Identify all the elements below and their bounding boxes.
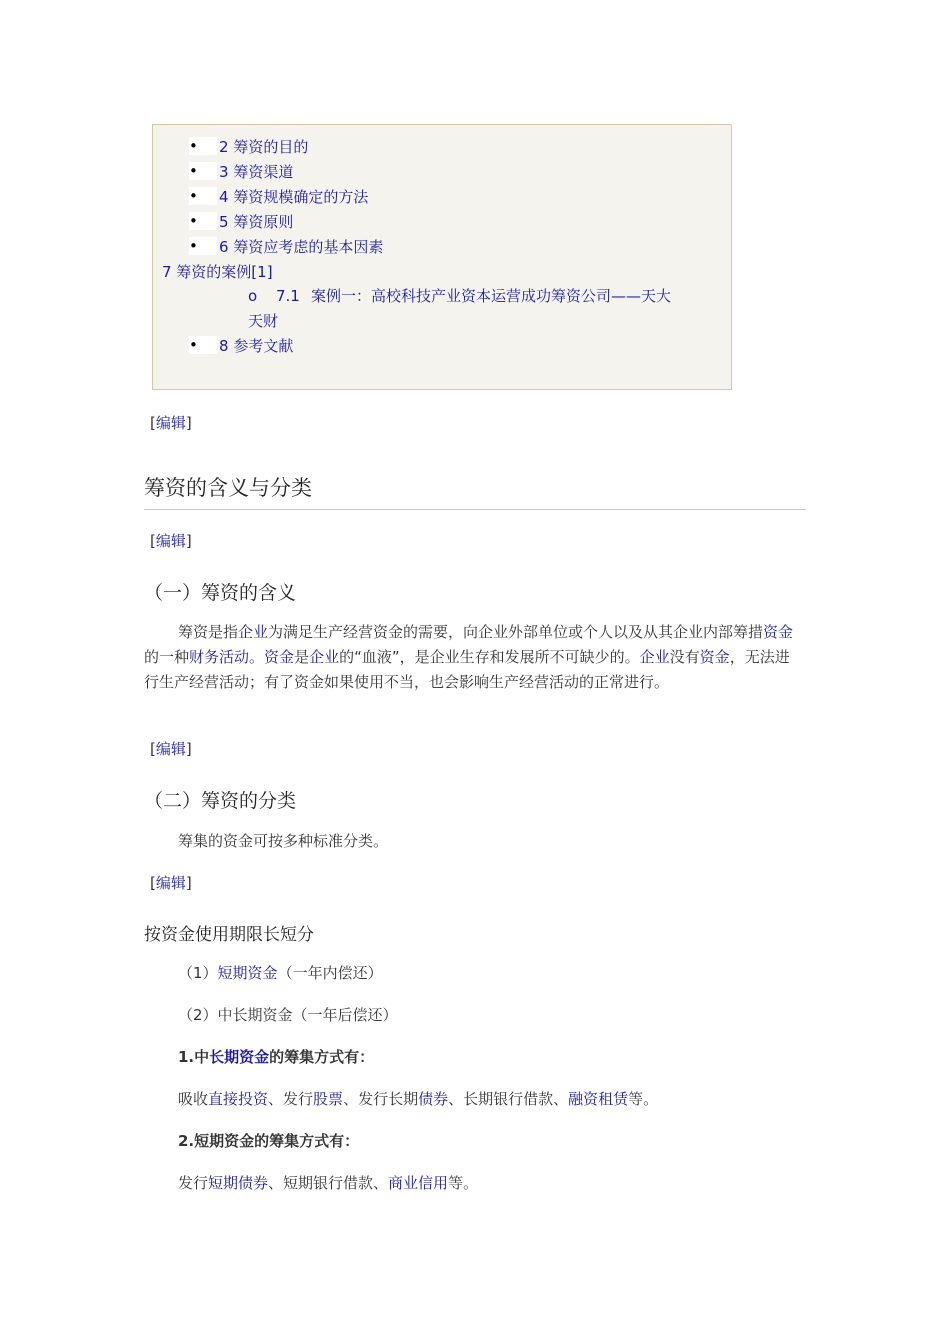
toc-item-number: 5 [219,213,229,231]
edit-button[interactable]: 编辑 [155,874,186,892]
bullet-icon: • [189,212,217,230]
subsection-title: （一）筹资的含义 [144,582,297,604]
toc-item-label: 筹资渠道 [233,163,294,181]
link-finance-lease[interactable]: 融资租赁 [568,1090,629,1108]
link-enterprise[interactable]: 企业 [238,623,269,641]
link-direct-investment[interactable]: 直接投资 [208,1090,269,1108]
toc-item-label: 参考文献 [233,337,294,355]
method2-heading: 2.短期资金的筹集方式有： [178,1132,360,1150]
edit-link: [编辑] [150,874,192,892]
table-of-contents [152,124,732,390]
edit-button[interactable]: 编辑 [155,532,186,550]
subsection-title: 按资金使用期限长短分 [144,925,314,945]
section-divider [144,509,806,510]
method1-list: 吸收直接投资、发行股票、发行长期债券、长期银行借款、融资租赁等。 [178,1090,659,1108]
toc-item-label: 筹资原则 [233,213,294,231]
edit-link: [编辑] [150,414,192,432]
method1-heading: 1.中长期资金的筹集方式有： [178,1048,375,1066]
link-financial-activity[interactable]: 财务活动 [189,648,250,666]
toc-subitem-label: 案例一：高校科技产业资本运营成功筹资公司——天大 [311,287,672,305]
link-commercial-credit[interactable]: 商业信用 [388,1174,449,1192]
link-long-term-capital[interactable]: 长期资金 [209,1048,270,1066]
toc-item-number: 4 [219,188,229,206]
link-short-term-bond[interactable]: 短期债券 [208,1174,269,1192]
bullet-icon: • [189,137,217,155]
link-enterprise[interactable]: 企业 [639,648,670,666]
toc-item-number: 6 [219,238,229,256]
toc-subitem-number: 7.1 [276,287,300,305]
sub-bullet-icon: o [248,287,258,305]
link-bond[interactable]: 债券 [418,1090,449,1108]
toc-item-label: 筹资的目的 [233,138,309,156]
toc-item-number: 8 [219,337,229,355]
bullet-icon: • [189,237,217,255]
subsection-title: （二）筹资的分类 [144,790,297,812]
edit-link: [编辑] [150,740,192,758]
link-capital[interactable]: 资金 [699,648,730,666]
toc-item-number: 2 [219,138,229,156]
toc-item-number: 3 [219,163,229,181]
edit-button[interactable]: 编辑 [155,414,186,432]
section-title: 筹资的含义与分类 [144,476,312,500]
link-enterprise[interactable]: 企业 [309,648,340,666]
short-term-capital-line: （1）短期资金（一年内偿还） [178,964,383,982]
toc-item-label: 筹资应考虑的基本因素 [233,238,384,256]
bullet-icon: • [189,187,217,205]
toc-item-7[interactable]: 7 筹资的案例[1] [162,263,273,281]
paragraph-definition: 筹资是指企业为满足生产经营资金的需要，向企业外部单位或个人以及从其企业内部筹措资金的一种财务活动。资金是企业的“血液”，是企业生存和发展所不可缺少的。企业没有资金，无法进行生产经营活动；有了资金如果使用不当，也会影响生产经营活动的正常进行。 [144,623,794,691]
bullet-icon: • [189,162,217,180]
link-capital[interactable]: 资金 [264,648,295,666]
link-capital[interactable]: 资金 [763,623,794,641]
long-term-capital-line: （2）中长期资金（一年后偿还） [178,1006,398,1024]
edit-button[interactable]: 编辑 [155,740,186,758]
edit-link: [编辑] [150,532,192,550]
bullet-icon: • [189,336,217,354]
link-stock[interactable]: 股票 [313,1090,344,1108]
toc-subitem-label-cont[interactable]: 天财 [248,312,279,330]
method2-list: 发行短期债券、短期银行借款、商业信用等。 [178,1174,479,1192]
paragraph-classification: 筹集的资金可按多种标准分类。 [178,832,389,850]
toc-item-label: 筹资规模确定的方法 [233,188,369,206]
link-short-term-capital[interactable]: 短期资金 [217,964,278,982]
